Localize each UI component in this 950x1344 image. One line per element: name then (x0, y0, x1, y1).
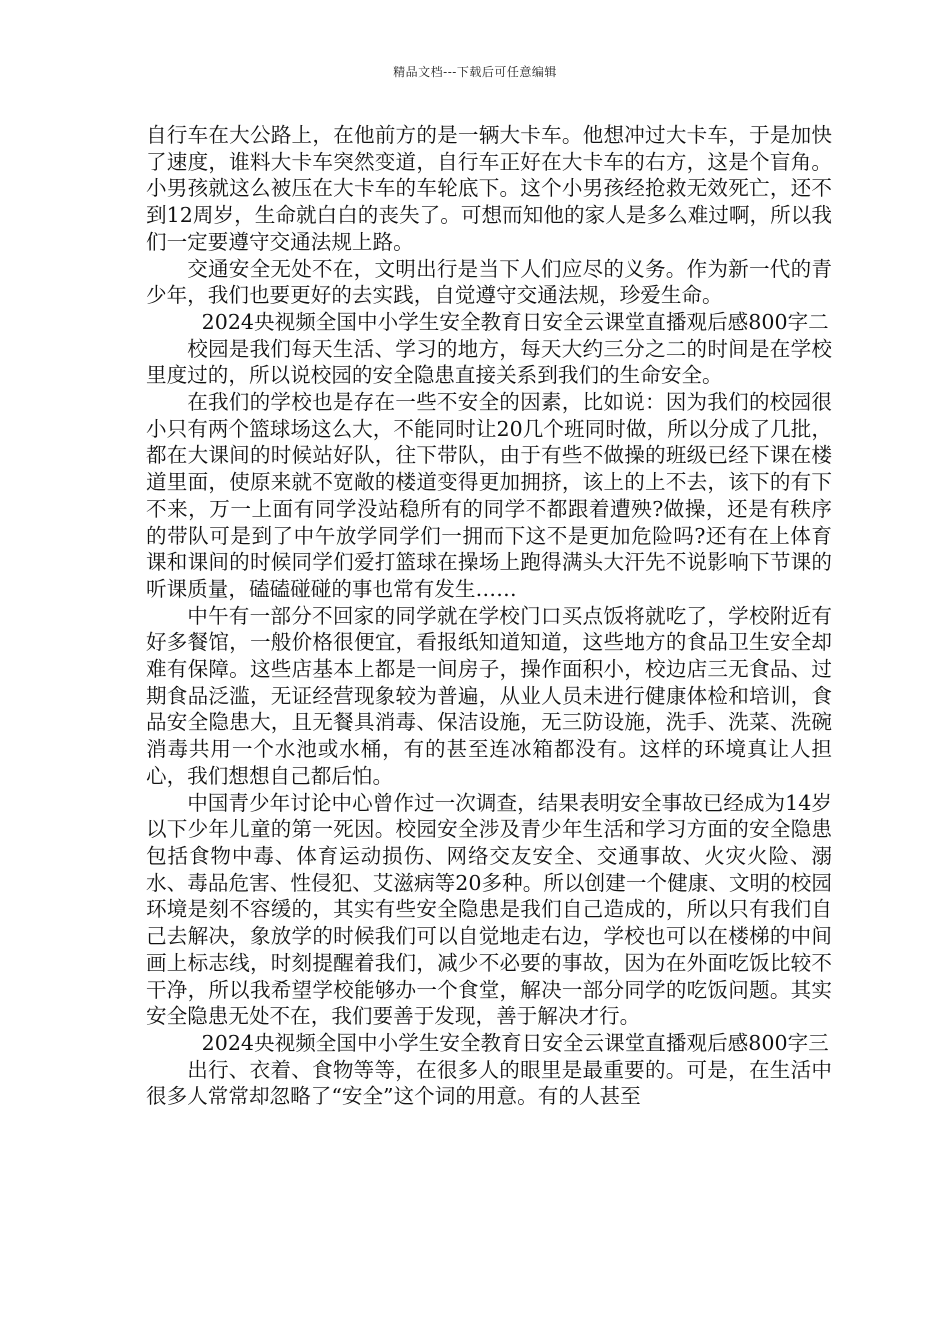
paragraph-survey: 中国青少年讨论中心曾作过一次调查，结果表明安全事故已经成为14岁以下少年儿童的第一死因。校园安全涉及青少年生活和学习方面的安全隐患包括食物中毒、体育运动损伤、网络交友安全、交通事故、火灾火险、溺水、毒品危害、性侵犯、艾滋病等20多种。所以创建一个健康、文明的校园环境是刻不容缓的，其实有些安全隐患是我们自己造成的，所以只有我们自己去解决，象放学的时候我们可以自觉地走右边，学校也可以在楼梯的中间画上标志线，时刻提醒着我们，减少不必要的事故，因为在外面吃饭比较不干净，所以我希望学校能够办一个食堂，解决一部分同学的吃饭问题。其实安全隐患无处不在，我们要善于发现，善于解决才行。 (146, 790, 832, 1029)
paragraph-food-safety: 中午有一部分不回家的同学就在学校门口买点饭将就吃了，学校附近有好多餐馆，一般价格很便宜，看报纸知道知道，这些地方的食品卫生安全却难有保障。这些店基本上都是一间房子，操作面积小，校边店三无食品、过期食品泛滥，无证经营现象较为普遍，从业人员未进行健康体检和培训，食品安全隐患大，且无餐具消毒、保洁设施，无三防设施，洗手、洗菜、洗碗消毒共用一个水池或水桶，有的甚至连冰箱都没有。这样的环境真让人担心，我们想想自己都后怕。 (146, 603, 832, 788)
page-header: 精品文档---下载后可任意编辑 (393, 65, 557, 79)
document-body (146, 122, 832, 1110)
paragraph-school-hazards: 在我们的学校也是存在一些不安全的因素，比如说：因为我们的校园很小只有两个篮球场这么大，不能同时让20几个班同时做，所以分成了几批，都在大课间的时候站好队，往下带队，由于有些不做操的班级已经下课在楼道里面，使原来就不宽敞的楼道变得更加拥挤，该上的上不去，该下的有下不来，万一上面有同学没站稳所有的同学不都跟着遭殃?做操，还是有秩序的带队可是到了中午放学同学们一拥而下这不是更加危险吗?还有在上体育课和课间的时候同学们爱打篮球在操场上跑得满头大汗先不说影响下节课的听课质量，磕磕碰碰的事也常有发生…… (146, 390, 832, 601)
paragraph-safety-awareness: 出行、衣着、食物等等，在很多人的眼里是最重要的。可是，在生活中很多人常常却忽略了“安全”这个词的用意。有的人甚至 (146, 1057, 832, 1109)
section-heading-two: 2024央视频全国中小学生安全教育日安全云课堂直播观后感800字二 (201, 309, 829, 334)
paragraph-campus-intro: 校园是我们每天生活、学习的地方，每天大约三分之二的时间是在学校里度过的，所以说校园的安全隐患直接关系到我们的生命安全。 (146, 336, 832, 388)
section-heading-three: 2024央视频全国中小学生安全教育日安全云课堂直播观后感800字三 (201, 1030, 829, 1055)
paragraph-continuation: 自行车在大公路上，在他前方的是一辆大卡车。他想冲过大卡车，于是加快了速度，谁料大卡车突然变道，自行车正好在大卡车的右方，这是个盲角。小男孩就这么被压在大卡车的车轮底下。这个小男孩经抢救无效死亡，还不到12周岁，生命就白白的丧失了。可想而知他的家人是多么难过啊，所以我们一定要遵守交通法规上路。 (146, 123, 832, 254)
paragraph-traffic-safety: 交通安全无处不在，文明出行是当下人们应尽的义务。作为新一代的青少年，我们也要更好的去实践，自觉遵守交通法规，珍爱生命。 (146, 256, 832, 308)
